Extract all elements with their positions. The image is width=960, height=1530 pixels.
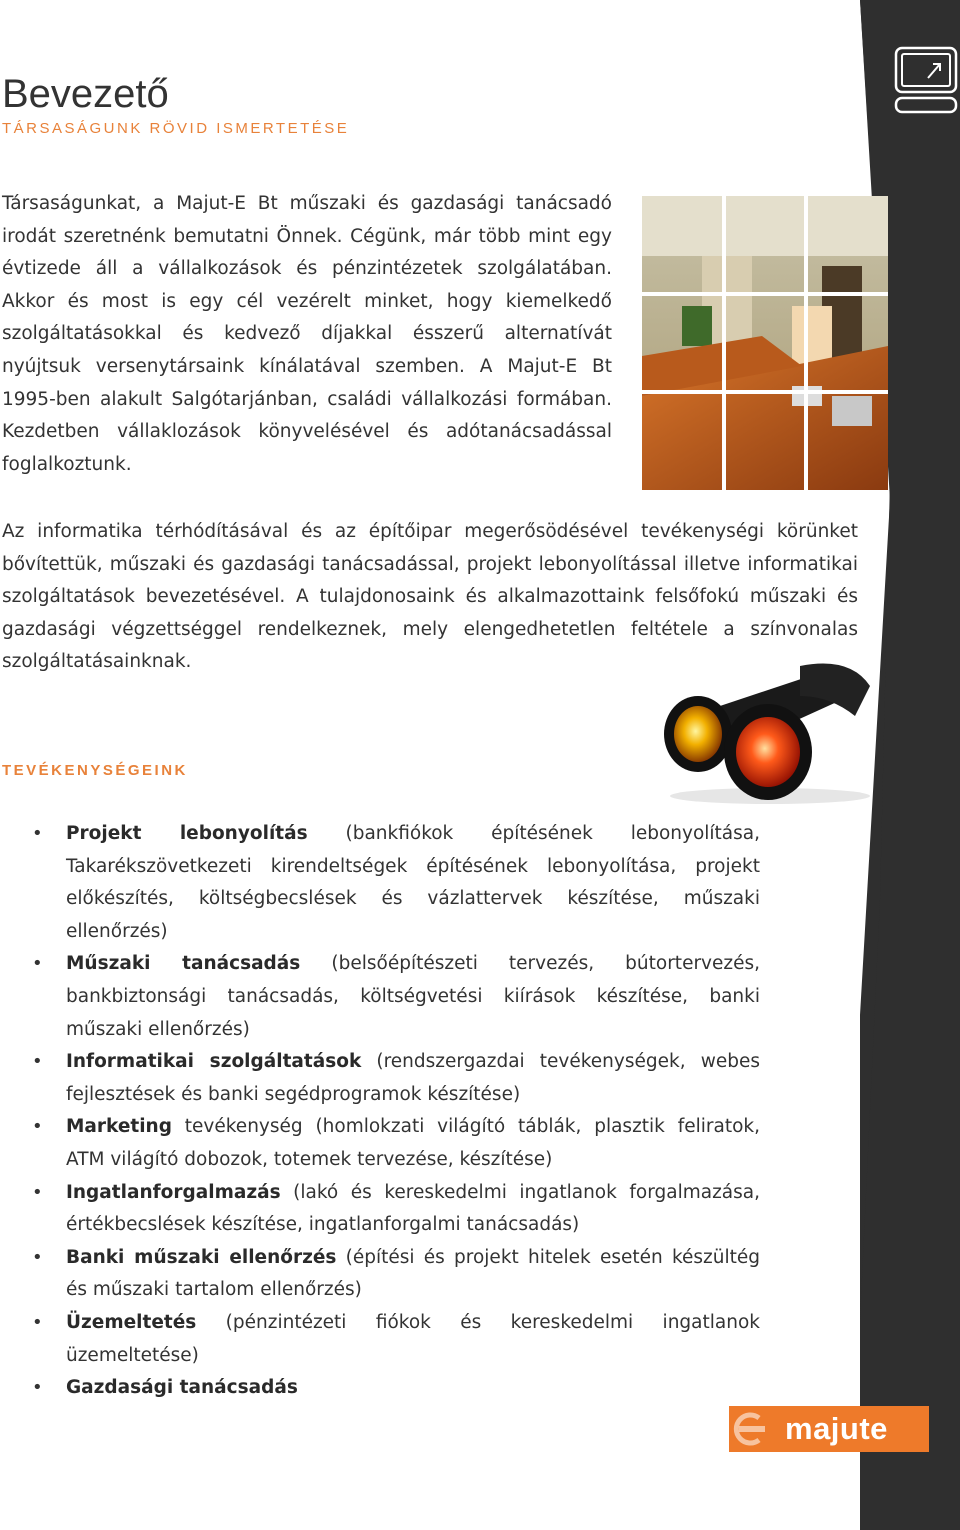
bullet: • bbox=[32, 1311, 43, 1333]
activity-description: (bankfiókok építésének lebonyolítása, Takarékszövetkezeti kirendeltségek építésének lebonyolítása, projekt előkészítés, költségbecslések és vázlattervek készítése, műszaki ellenőrzés) bbox=[66, 823, 761, 942]
list-item bbox=[0, 1177, 760, 1242]
list-item bbox=[0, 1307, 760, 1372]
activities-heading: TEVÉKENYSÉGEINK bbox=[2, 762, 188, 779]
activity-name: Marketing bbox=[66, 1116, 172, 1138]
bullet: • bbox=[32, 823, 43, 844]
intro-paragraph-1: Társaságunkat, a Majut-E Bt műszaki és gazdasági tanácsadó irodát szeretnénk bemutatni Önnek. Cégünk, már több mint egy évtizede áll a vállalkozások és pénzintézetek szolgálatában. Akkor és most is egy cél vezérelt minket, hogy kiemelkedő szolgáltatásokkal és kedvező díjakkal ésszerű alternatívát nyújtsuk versenytársaink kínálatával szemben. A Majut-E Bt 1995-ben alakult Salgótarjánban, családi vállalkozási formában. Kezdetben vállaklozások könyvelésével és adótanácsadással foglalkoztunk. bbox=[2, 193, 612, 475]
activity-name: Projekt lebonyolítás bbox=[66, 823, 308, 844]
logo-mark-icon bbox=[729, 1406, 773, 1452]
intro-paragraph-2: Az informatika térhódításával és az építőipar megerősödésével tevékenységi körünket bővítettük, műszaki és gazdasági tanácsadással, projekt lebonyolítással illetve informatikai szolgáltatások bevezetésével. A tulajdonosaink és alkalmazottaink felsőfokú műszaki és gazdasági végzettséggel rendelkeznek, mely elengedhetetlen feltétele a színvonalas szolgáltatásainknak. bbox=[2, 521, 858, 673]
activity-name: Üzemeltetés bbox=[66, 1311, 197, 1333]
activity-description: (rendszergazdai tevékenységek, webes fejlesztések és banki segédprogramok készítése) bbox=[66, 1051, 760, 1105]
activity-name: Informatikai szolgáltatások bbox=[66, 1051, 362, 1073]
list-item bbox=[0, 818, 760, 948]
list-item bbox=[0, 948, 760, 1046]
activity-description: (építési és projekt hitelek esetén készültég és műszaki tartalom ellenőrzés) bbox=[66, 1246, 760, 1301]
list-item bbox=[0, 1111, 760, 1176]
bullet: • bbox=[32, 1116, 43, 1138]
activity-description: (pénzintézeti fiókok és kereskedelmi ingatlanok üzemeltetése) bbox=[66, 1311, 760, 1366]
list-item bbox=[0, 1372, 760, 1405]
activity-description: tevékenység (homlokzati világító táblák, plasztik feliratok, ATM világító dobozok, totemek tervezése, készítése) bbox=[66, 1116, 760, 1170]
page-title: Bevezető bbox=[2, 72, 169, 116]
list-item bbox=[0, 1046, 760, 1111]
bullet: • bbox=[32, 1051, 43, 1073]
activity-description: (lakó és kereskedelmi ingatlanok forgalmazása, értékbecslések készítése, ingatlanforgalmi tanácsadás) bbox=[66, 1181, 760, 1236]
majute-logo bbox=[729, 1406, 929, 1452]
activities-list bbox=[0, 818, 760, 1405]
page-subtitle: TÁRSASÁGUNK RÖVID ISMERTETÉSE bbox=[2, 120, 350, 137]
monitor-icon bbox=[894, 46, 958, 116]
activity-name: Gazdasági tanácsadás bbox=[66, 1377, 298, 1399]
binoculars-image bbox=[650, 656, 880, 806]
bullet: • bbox=[32, 1377, 43, 1399]
activity-name: Műszaki tanácsadás bbox=[66, 953, 301, 975]
logo-text: majute bbox=[785, 1411, 888, 1446]
activity-name: Banki műszaki ellenőrzés bbox=[66, 1246, 337, 1268]
bullet: • bbox=[32, 953, 43, 975]
bullet: • bbox=[32, 1181, 43, 1203]
activity-name: Ingatlanforgalmazás bbox=[66, 1181, 281, 1203]
activity-description: (belsőépítészeti tervezés, bútortervezés, bankbiztonsági tanácsadás, költségvetési kiírások készítése, banki műszaki ellenőrzés) bbox=[66, 953, 760, 1040]
list-item bbox=[0, 1242, 760, 1307]
office-photo bbox=[642, 196, 888, 490]
bullet: • bbox=[32, 1246, 43, 1268]
